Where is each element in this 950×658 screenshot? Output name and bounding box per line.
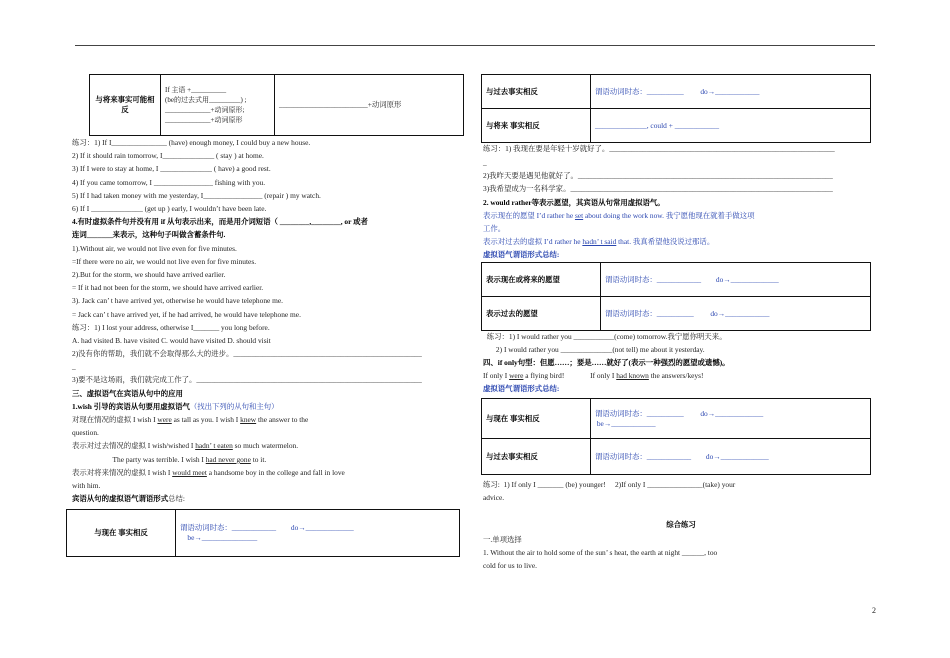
wish-text: 对现在情况的虚拟 I wish I	[72, 415, 158, 424]
present-form-cell	[591, 399, 871, 439]
future-label: 与将来事实可能相反	[90, 75, 161, 136]
do-blank: do→_____________	[715, 274, 779, 284]
future-condition-table	[89, 74, 464, 136]
wish-example	[72, 468, 345, 477]
mc-heading: 一.单项选择	[483, 535, 522, 544]
wish-verb: were	[157, 415, 172, 424]
page-number: 2	[872, 606, 876, 615]
ifonly-text: a flying bird! If only I	[523, 371, 617, 380]
future-form-cell: ______________, could + ____________	[591, 109, 871, 143]
text-line: = If it had not been for the storm, we should have arrived earlier.	[72, 283, 264, 292]
wish-text: to it.	[250, 455, 267, 464]
present-form-cell	[176, 510, 460, 557]
tense-blank: 谓语动词时态：__________	[595, 408, 684, 418]
wish-text: The party was terrible. I wish I	[72, 455, 206, 464]
do-blank: do→_____________	[705, 451, 769, 461]
question-text: cold for us to live.	[483, 561, 537, 570]
text-line: _	[72, 362, 76, 371]
text-line: 2)我昨天要是遇见他就好了。_____________________________________________________________________	[483, 171, 833, 180]
wish-verb: hadn’ t eaten	[195, 441, 233, 450]
future-form-cell	[161, 75, 275, 136]
summary-heading	[72, 494, 185, 503]
wish-example	[72, 415, 308, 424]
do-blank: do→_____________	[700, 408, 764, 418]
do-blank: do→_____________	[290, 523, 354, 532]
present-label: 与现在 事实相反	[482, 399, 591, 439]
ifonly-verb: were	[509, 371, 524, 380]
rule-heading: 4.有时虚拟条件句并没有用 if 从句表示出来，而是用介词短语（ ________,________, or 或者	[72, 217, 368, 226]
future-label: 与将来 事实相反	[482, 109, 591, 143]
text-line: 1).Without air, we would not live even for five minutes.	[72, 244, 237, 253]
tense-blank: 谓语动词时态：__________	[605, 308, 694, 318]
past-form-cell	[591, 75, 871, 109]
comprehensive-title: 综合练习	[666, 520, 696, 529]
wish-form-table	[481, 262, 871, 331]
wish-text: a handsome boy in the college and fall in love	[206, 468, 345, 477]
text-line: 练习：1) I would rather you ___________(come) tomorrow.我宁愿你明天来。	[483, 332, 727, 341]
wish-text: the answer to the	[256, 415, 309, 424]
summary-heading: 虚拟语气谓语形式总结:	[483, 250, 560, 259]
be-blank: be→____________	[596, 418, 656, 428]
text-line: 2) I would rather you ______________(not tell) me about it yesterday.	[483, 345, 705, 354]
past-wish-cell	[601, 297, 871, 331]
text-line: question.	[72, 428, 99, 437]
object-clause-table	[66, 509, 460, 557]
text-line: 练习：1) If I_______________ (have) enough money, I could buy a new house.	[72, 138, 311, 147]
past-label: 与过去事实相反	[482, 75, 591, 109]
text-line: 练习：1) 我现在要是年轻十岁就好了。_____________________________________________________________	[483, 144, 835, 153]
text-line: 练习：1) I lost your address, otherwise I_______ you long before.	[72, 323, 270, 332]
text-line: 6) If I ______________ (get up ) early, I wouldn’t have been late.	[72, 204, 267, 213]
wish-hint: （找出下列的从句和主句）	[189, 402, 279, 411]
text-line: 工作。	[483, 224, 506, 233]
summary-title: 宾语从句的虚拟语气谓语形式	[72, 494, 169, 503]
text-line: 2)没有你的帮助，我们就不会取得那么大的进步。___________________________________________________	[72, 349, 422, 358]
wish-verb: would meet	[172, 468, 207, 477]
past-form-cell	[591, 439, 871, 475]
text-line: = Jack can’ t have arrived yet, if he had arrived, he would have telephone me.	[72, 310, 301, 319]
text-line: 4) If you came tomorrow, I ________________ fishing with you.	[72, 178, 266, 187]
wish-verb: knew	[240, 415, 257, 424]
future-form-line: _____________+动词原形	[165, 116, 243, 124]
text-line: =If there were no air, we would not live even for five minutes.	[72, 257, 257, 266]
past-future-table	[481, 74, 871, 143]
rather-example	[483, 211, 755, 220]
future-form-line: _____________+动词原形;	[165, 106, 245, 114]
summary-heading: 虚拟语气谓语形式总结:	[483, 384, 560, 393]
wish-text: as tall as you. I wish I	[171, 415, 241, 424]
rather-verb: set	[574, 211, 584, 220]
rather-text: 表示现在的愿望 I’d rather he	[483, 211, 575, 220]
future-main-cell: ________________________+动词原形	[275, 75, 464, 136]
wish-example	[72, 455, 266, 464]
future-form-line: If 主语 +__________	[165, 86, 227, 94]
do-blank: do→____________	[700, 86, 760, 96]
rather-verb: hadn’ t said	[582, 237, 617, 246]
tense-blank: 谓语动词时态：____________	[180, 523, 277, 532]
rather-text: 表示对过去的虚拟 I’d rather he	[483, 237, 583, 246]
ifonly-example	[483, 371, 703, 380]
text-line: A. had visited B. have visited C. would have visited D. should visit	[72, 336, 271, 345]
tense-blank: 谓语动词时态：____________	[595, 451, 692, 461]
present-wish-label: 表示现在或将来的愿望	[482, 263, 601, 297]
rather-example	[483, 237, 714, 246]
rather-heading: 2. would rather等表示愿望，其宾语从句常用虚拟语气。	[483, 198, 665, 207]
text-line: 2) If it should rain tomorrow, I______________ ( stay ) at home.	[72, 151, 264, 160]
section-heading: 三、虚拟语气在宾语从句中的应用	[72, 389, 183, 398]
text-line: 3)要不是这场雨，我们就完成工作了。_____________________________________________________________	[72, 375, 422, 384]
summary-suffix: 总结:	[168, 494, 185, 503]
text-line: 3). Jack can’ t have arrived yet, otherwise he would have telephone me.	[72, 296, 284, 305]
wish-heading	[72, 402, 279, 411]
rule-heading: 连词_______来表示，这种句子叫做含蓄条件句.	[72, 230, 226, 239]
ifonly-text: If only I	[483, 371, 510, 380]
ifonly-verb: had known	[616, 371, 649, 380]
present-label: 与现在 事实相反	[67, 510, 176, 557]
rather-text: that. 我真希望他没说过那话。	[616, 237, 715, 246]
tense-blank: 谓语动词时态：__________	[595, 86, 684, 96]
wish-example	[72, 441, 298, 450]
text-line: advice.	[483, 493, 505, 502]
question-text: 1. Without the air to hold some of the sun’ s heat, the earth at night ______, too	[483, 548, 718, 557]
present-wish-cell	[601, 263, 871, 297]
tense-blank: 谓语动词时态：____________	[605, 274, 702, 284]
section-heading: 四、if only句型：但愿……；要是……就好了(表示一种强烈的愿望或遗憾)。	[483, 358, 730, 367]
be-blank: be→_______________	[187, 533, 258, 542]
text-line: 5) If I had taken money with me yesterday, I________________ (repair ) my watch.	[72, 191, 321, 200]
header-rule	[75, 45, 875, 46]
wish-text: 表示对过去情况的虚拟 I wish/wished I	[72, 441, 196, 450]
past-label: 与过去事实相反	[482, 439, 591, 475]
wish-verb: had never gone	[205, 455, 251, 464]
do-blank: do→____________	[710, 308, 770, 318]
text-line: with him.	[72, 481, 101, 490]
wish-title: 1.wish 引导的宾语从句要用虚拟语气	[72, 402, 190, 411]
text-line: 2).But for the storm, we should have arrived earlier.	[72, 270, 226, 279]
text-line: _	[483, 158, 487, 167]
past-wish-label: 表示过去的愿望	[482, 297, 601, 331]
wish-text: 表示对将来情况的虚拟 I wish I	[72, 468, 173, 477]
wish-text: so much watermelon.	[232, 441, 299, 450]
ifonly-form-table	[481, 398, 871, 475]
text-line: 3) If I were to stay at home, I ______________ ( have) a good rest.	[72, 164, 271, 173]
text-line: 练习: 1) If only I _______ (be) younger! 2)If only I _______________(take) your	[483, 480, 736, 489]
text-line: 3)我希望成为一名科学家。_______________________________________________________________________	[483, 184, 833, 193]
future-form-line: (be的过去式用_________) ;	[165, 96, 247, 104]
ifonly-text: the answers/keys!	[648, 371, 704, 380]
rather-text: about doing the work now. 我宁愿他现在就着手做这项	[583, 211, 755, 220]
